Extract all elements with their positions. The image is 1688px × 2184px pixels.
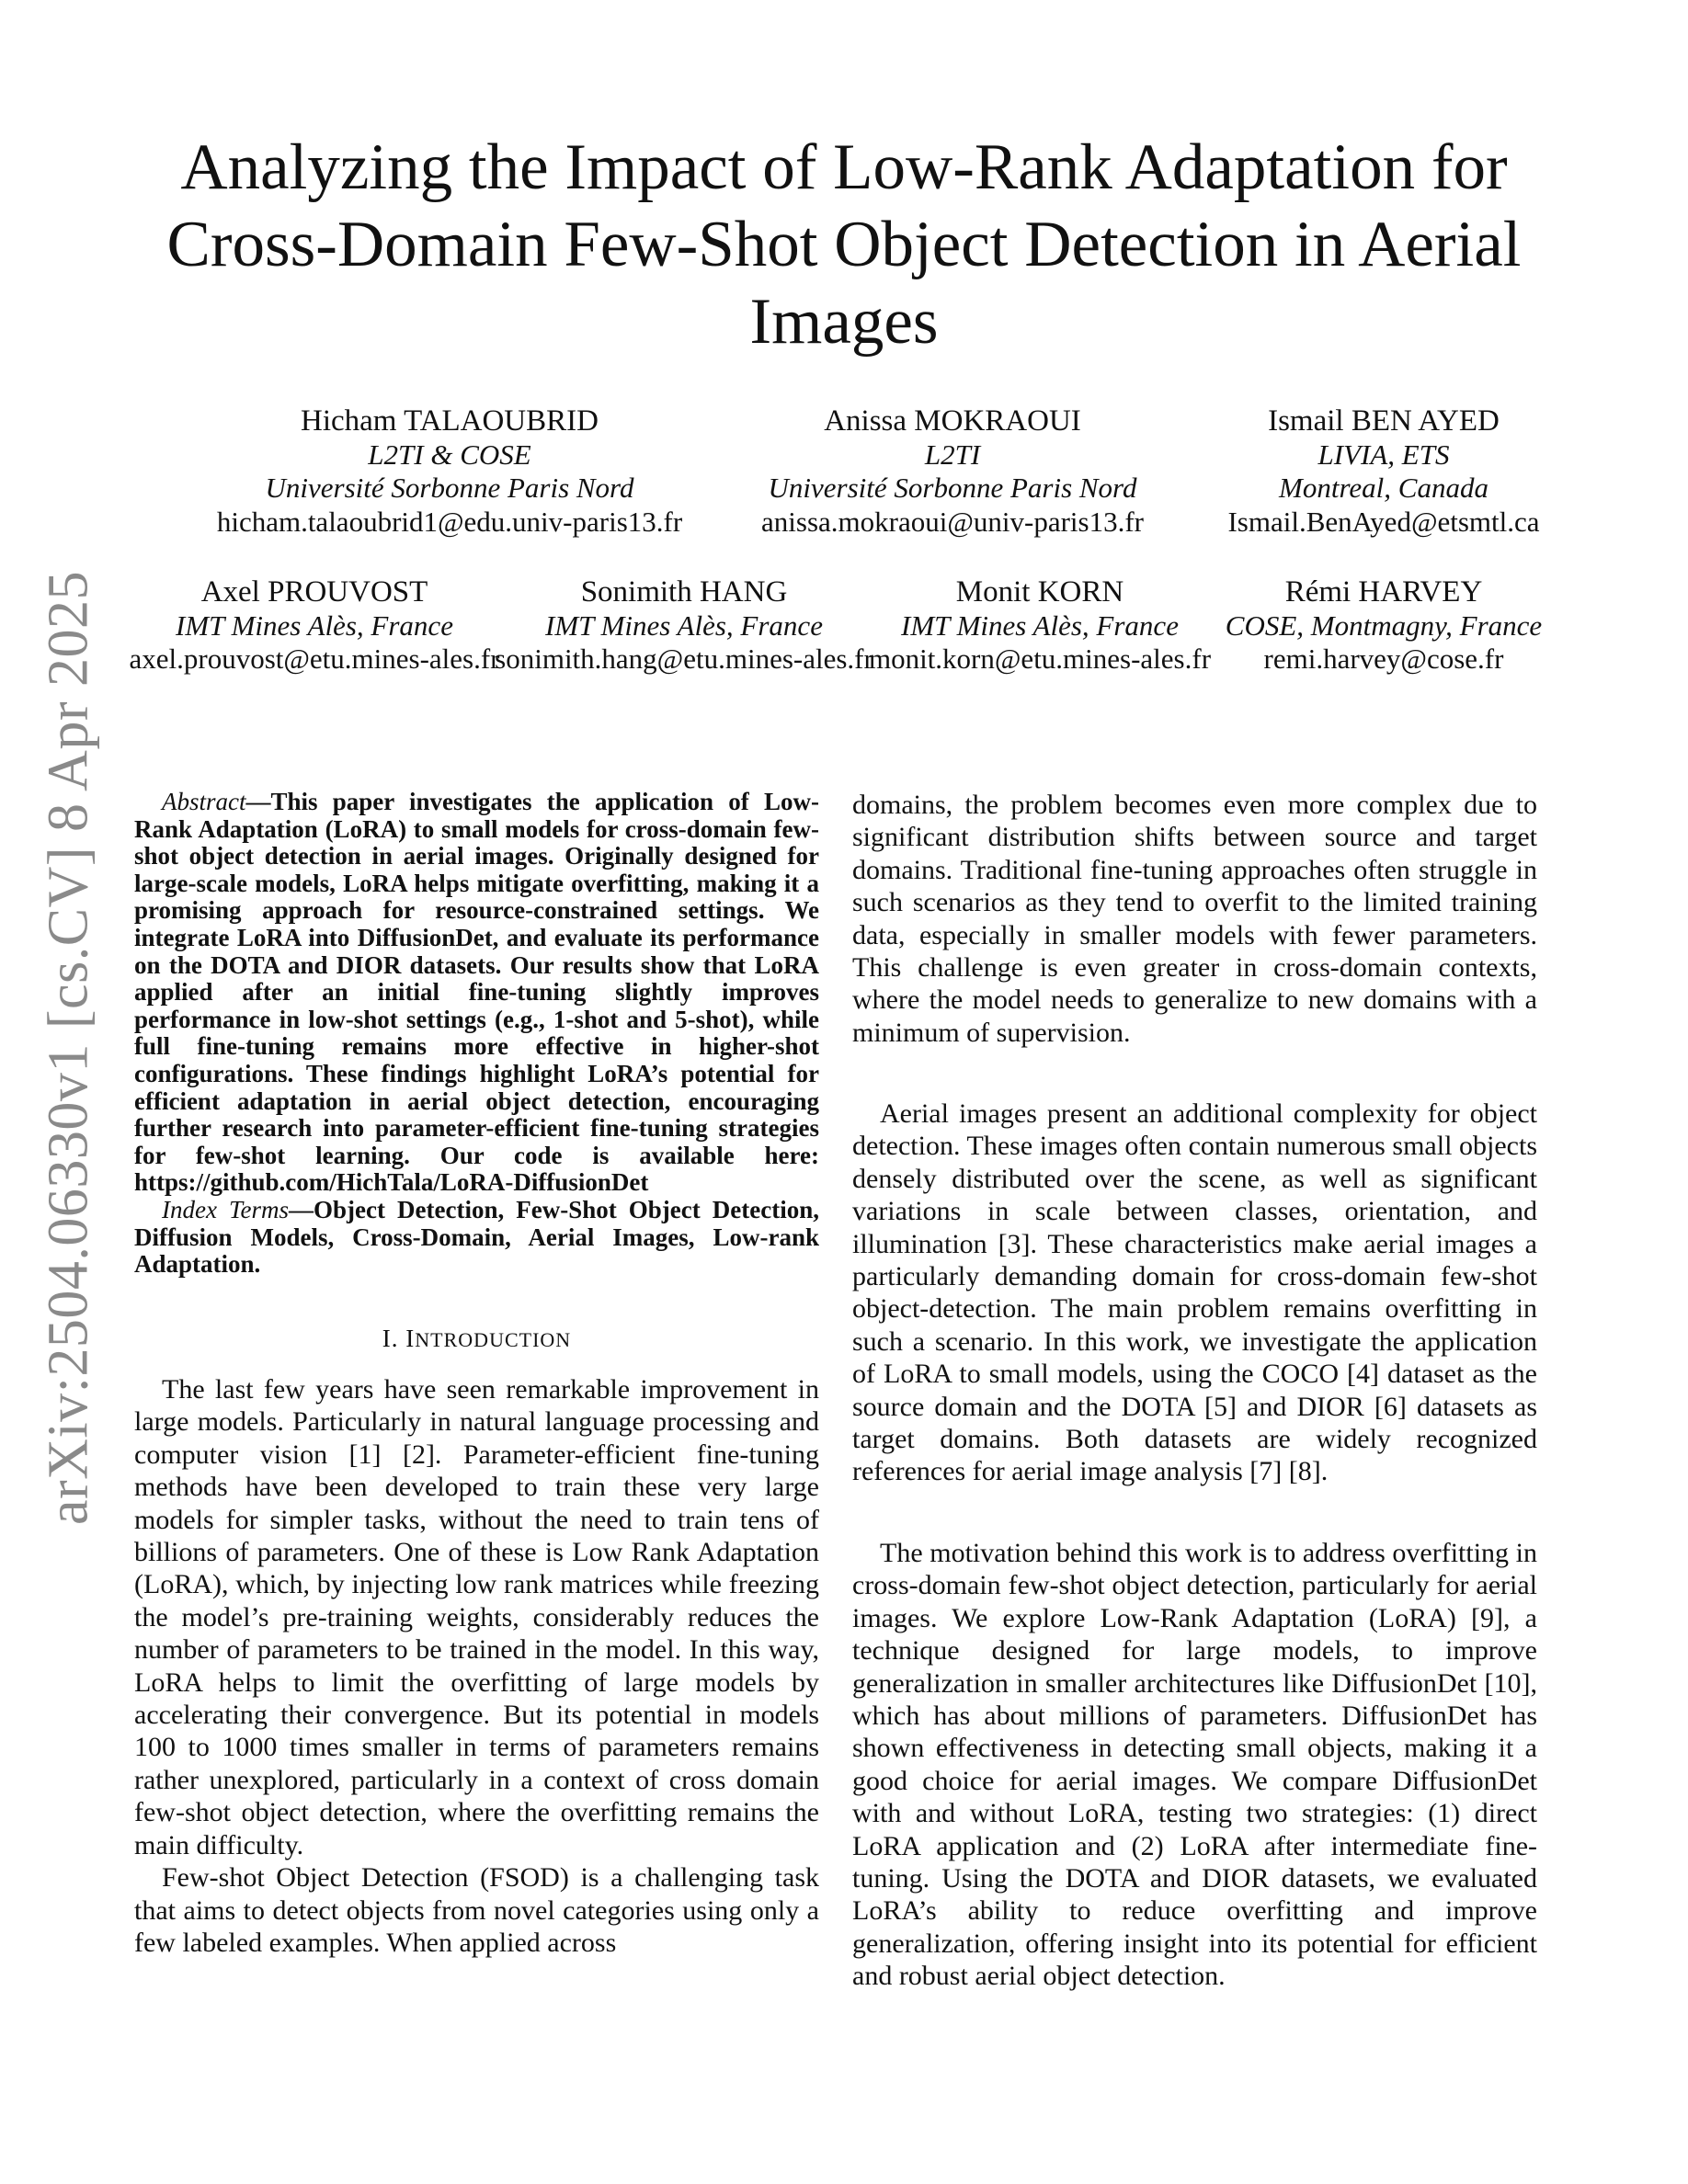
author-email: Ismail.BenAyed@etsmtl.ca [1227,505,1540,538]
section-title-initial: I [405,1325,416,1352]
introduction-left-column [134,1373,819,1959]
author-email: remi.harvey@cose.fr [1263,643,1504,675]
author-name: Monit KORN [955,575,1124,609]
abstract-label: Abstract [162,788,246,815]
author-name: Anissa MOKRAOUI [824,404,1081,438]
author-block [211,404,689,539]
author-affiliation: Université Sorbonne Paris Nord [768,472,1137,504]
body-paragraph: Few-shot Object Detection (FSOD) is a challenging task that aims to detect objects from novel categories using only a few labeled examples. When applied across [134,1862,819,1958]
author-block [1145,575,1623,677]
author-affiliation: Université Sorbonne Paris Nord [265,472,634,504]
author-email: anissa.mokraoui@univ-paris13.fr [761,505,1144,538]
author-email: monit.korn@etu.mines-ales.fr [868,643,1212,675]
index-terms [134,1197,819,1279]
body-paragraph: domains, the problem becomes even more complex due to significant distribution shifts between source and target domains. Traditional fine-tuning approaches often struggle in such scenarios as they tend to overfit to the limited training data, especially in smaller models with fewer parameters. This challenge is even greater in cross-domain contexts, where the model needs to generalize to new domains with a minimum of supervision. [852,790,1537,1048]
abstract [134,789,819,1197]
author-affiliation: LIVIA, ETS [1317,438,1450,471]
author-name: Hicham TALAOUBRID [301,404,599,438]
author-email: hicham.talaoubrid1@edu.univ-paris13.fr [216,505,683,538]
author-affiliation: IMT Mines Alès, France [176,609,453,642]
author-affiliation: IMT Mines Alès, France [901,609,1179,642]
author-email: axel.prouvost@etu.mines-ales.fr [129,643,500,675]
section-heading-introduction [134,1325,819,1353]
body-paragraph: The motivation behind this work is to address overfitting in cross-domain few-shot object detection, particularly for aerial images. We explore Low-Rank Adaptation (LoRA) [9], a technique designed for large models, to improve generalization in smaller architectures like DiffusionDet [10], which has about millions of parameters. DiffusionDet has shown effectiveness in detecting small objects, making it a good choice for aerial images. We compare DiffusionDet with and without LoRA, testing two strategies: (1) direct LoRA application and (2) LoRA after intermediate fine-tuning. Using the DOTA and DIOR datasets, we evaluated LoRA’s ability to reduce overfitting and improve generalization, offering insight into its potential for efficient and robust aerial object detection. [852,1538,1537,1992]
author-affiliation: Montreal, Canada [1279,472,1488,504]
author-affiliation: IMT Mines Alès, France [545,609,823,642]
author-block [1145,404,1623,539]
author-block [713,404,1192,539]
body-paragraph: The last few years have seen remarkable improvement in large models. Particularly in natural language processing and computer vision [1] [2]. Parameter-efficient fine-tuning methods have been developed to train these very large models for simpler tasks, without the need to train tens of billions of parameters. One of these is Low Rank Adaptation (LoRA), which, by injecting low rank matrices while freezing the model’s pre-training weights, considerably reduces the number of parameters to be trained in the model. In this way, LoRA helps to limit the overfitting of large models by accelerating their convergence. But its potential in models 100 to 1000 times smaller in terms of parameters remains rather unexplored, particularly in a context of cross domain few-shot object detection, where the overfitting remains the main difficulty. [134,1374,819,1860]
paper-title: Analyzing the Impact of Low-Rank Adaptation for Cross-Domain Few-Shot Object Detection in Aerial Images [166,131,1522,358]
section-title-rest: NTRODUCTION [415,1328,572,1351]
index-terms-text: —Object Detection, Few-Shot Object Detection, Diffusion Models, Cross-Domain, Aerial Images, Low-rank Adaptation. [134,1195,819,1279]
section-number: I. [382,1325,406,1352]
author-name: Axel PROUVOST [200,575,428,609]
abstract-text: —This paper investigates the application of Low-Rank Adaptation (LoRA) to small models for cross-domain few-shot object detection in aerial images. Originally designed for large-scale models, LoRA helps mitigate overfitting, making it a promising approach for resource-constrained settings. We integrate LoRA into DiffusionDet, and evaluate its performance on the DOTA and DIOR datasets. Our results show that LoRA applied after an initial fine-tuning slightly improves performance in low-shot settings (e.g., 1-shot and 5-shot), while full fine-tuning remains more effective in higher-shot configurations. These findings highlight LoRA’s potential for efficient adaptation in aerial object detection, encouraging further research into parameter-efficient fine-tuning strategies for few-shot learning. Our code is available here: https://github.com/HichTala/LoRA-DiffusionDet [134,788,819,1197]
author-name: Ismail BEN AYED [1268,404,1500,438]
body-paragraph-block [852,1537,1537,1993]
author-name: Rémi HARVEY [1284,575,1483,609]
author-affiliation: L2TI [924,438,981,471]
abstract-block [134,789,819,1279]
arxiv-stamp: arXiv:2504.06330v1 [cs.CV] 8 Apr 2025 [37,571,100,1525]
index-terms-label: Index Terms [162,1195,290,1223]
author-email: sonimith.hang@etu.mines-ales.fr [495,643,873,675]
body-paragraph-block [852,789,1537,1049]
author-affiliation: COSE, Montmagny, France [1225,609,1543,642]
body-paragraph-block [852,1098,1537,1488]
author-affiliation: L2TI & COSE [368,438,531,471]
author-name: Sonimith HANG [580,575,788,609]
body-paragraph: Aerial images present an additional complexity for object detection. These images often contain numerous small objects densely distributed over the scene, as well as significant variations in scale between classes, orientation, and illumination [3]. These characteristics make aerial images a particularly demanding domain for cross-domain few-shot object-detection. The main problem remains overfitting in such a scenario. In this work, we investigate the application of LoRA to small models, using the COCO [4] dataset as the source domain and the DOTA [5] and DIOR [6] datasets as target domains. Both datasets are widely recognized references for aerial image analysis [7] [8]. [852,1098,1537,1487]
